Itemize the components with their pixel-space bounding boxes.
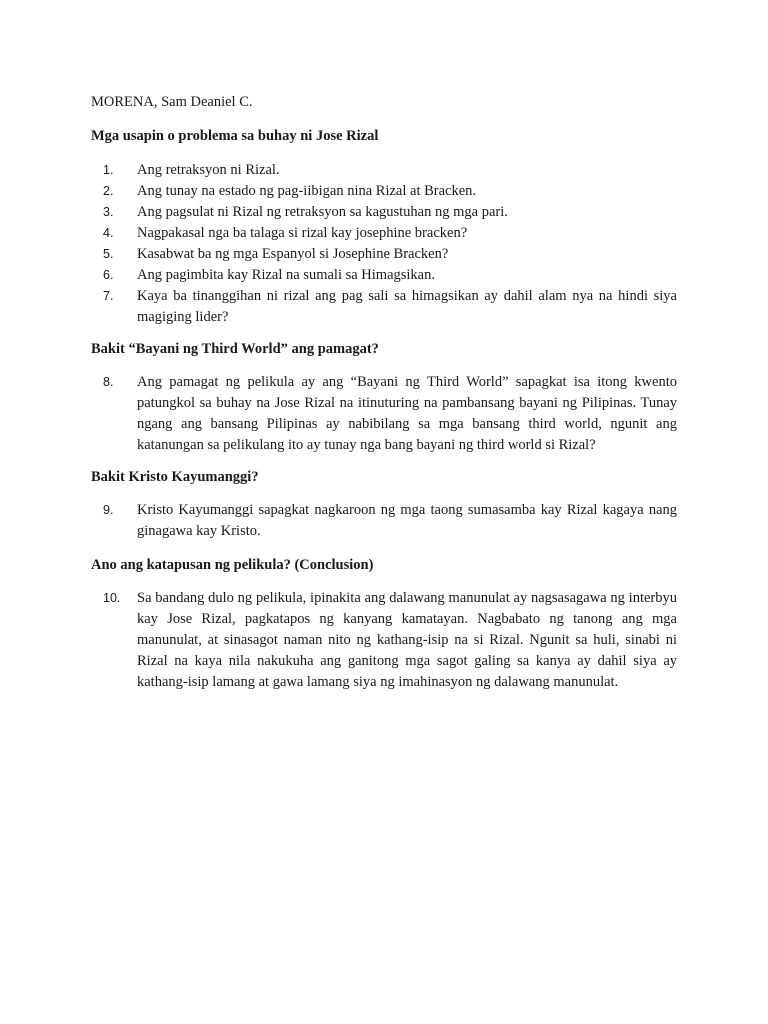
list-number: 9. [103, 503, 114, 517]
section-heading-issues: Mga usapin o problema sa buhay ni Jose Rizal [91, 128, 379, 144]
list-number: 7. [103, 289, 114, 303]
list-item [91, 372, 677, 456]
list-number: 3. [103, 205, 114, 219]
list-item-text: Ang pagimbita kay Rizal na sumali sa Himagsikan. [137, 267, 435, 283]
list-item-text: Ang pamagat ng pelikula ay ang “Bayani ng Third World” sapagkat isa itong kwento patungkol sa buhay na Jose Rizal na itinuturing na pambansang bayani ng Pilipinas. Tunay ngang ang bansang Pilipinas ay nabibilang sa mga bansang third world, ngunit ang katanungan sa pelikulang ito ay tunay nga bang bayani ng third world si Rizal? [137, 374, 677, 453]
list-number: 2. [103, 184, 114, 198]
list-item-text: Kasabwat ba ng mga Espanyol si Josephine Bracken? [137, 246, 449, 262]
list-item-text: Ang retraksyon ni Rizal. [137, 162, 280, 178]
list-item-text: Kristo Kayumanggi sapagkat nagkaroon ng mga taong sumasamba kay Rizal kagaya nang ginagawa kay Kristo. [137, 502, 677, 539]
list-item [91, 181, 677, 202]
list-number: 8. [103, 375, 114, 389]
section-heading-kristo: Bakit Kristo Kayumanggi? [91, 469, 259, 485]
list-number: 6. [103, 268, 114, 282]
list-number: 10. [103, 591, 121, 605]
section-heading-conclusion: Ano ang katapusan ng pelikula? (Conclusion) [91, 557, 374, 573]
issues-list [91, 160, 677, 328]
list-number: 4. [103, 226, 114, 240]
kristo-list [91, 500, 677, 542]
list-item-text: Ang pagsulat ni Rizal ng retraksyon sa kagustuhan ng mga pari. [137, 204, 508, 220]
list-item [91, 244, 677, 265]
list-item [91, 223, 677, 244]
list-item [91, 588, 677, 693]
list-item [91, 286, 677, 328]
author-name: MORENA, Sam Deaniel C. [91, 94, 253, 110]
list-item-text: Nagpakasal nga ba talaga si rizal kay josephine bracken? [137, 225, 468, 241]
title-meaning-list [91, 372, 677, 456]
list-number: 5. [103, 247, 114, 261]
list-item-text: Sa bandang dulo ng pelikula, ipinakita ang dalawang manunulat ay nagsasagawa ng interbyu kay Jose Rizal, pagkatapos ng kanyang kamatayan. Nagbabato ng tanong ang mga manunulat, at sinasagot naman nito ng kathang-isip na si Rizal. Ngunit sa huli, sinabi ni Rizal na kaya nila nakukuha ang ganitong mga sagot galing sa kanya ay dahil siya ay kathang-isip lamang at gawa lamang siya ng imahinasyon ng dalawang manunulat. [137, 590, 677, 690]
list-item [91, 500, 677, 542]
conclusion-list [91, 588, 677, 693]
section-heading-title-meaning: Bakit “Bayani ng Third World” ang pamagat? [91, 341, 379, 357]
list-item [91, 202, 677, 223]
list-number: 1. [103, 163, 114, 177]
list-item-text: Ang tunay na estado ng pag-iibigan nina Rizal at Bracken. [137, 183, 477, 199]
list-item-text: Kaya ba tinanggihan ni rizal ang pag sali sa himagsikan ay dahil alam nya na hindi siya magiging lider? [137, 288, 677, 325]
list-item [91, 160, 677, 181]
list-item [91, 265, 677, 286]
